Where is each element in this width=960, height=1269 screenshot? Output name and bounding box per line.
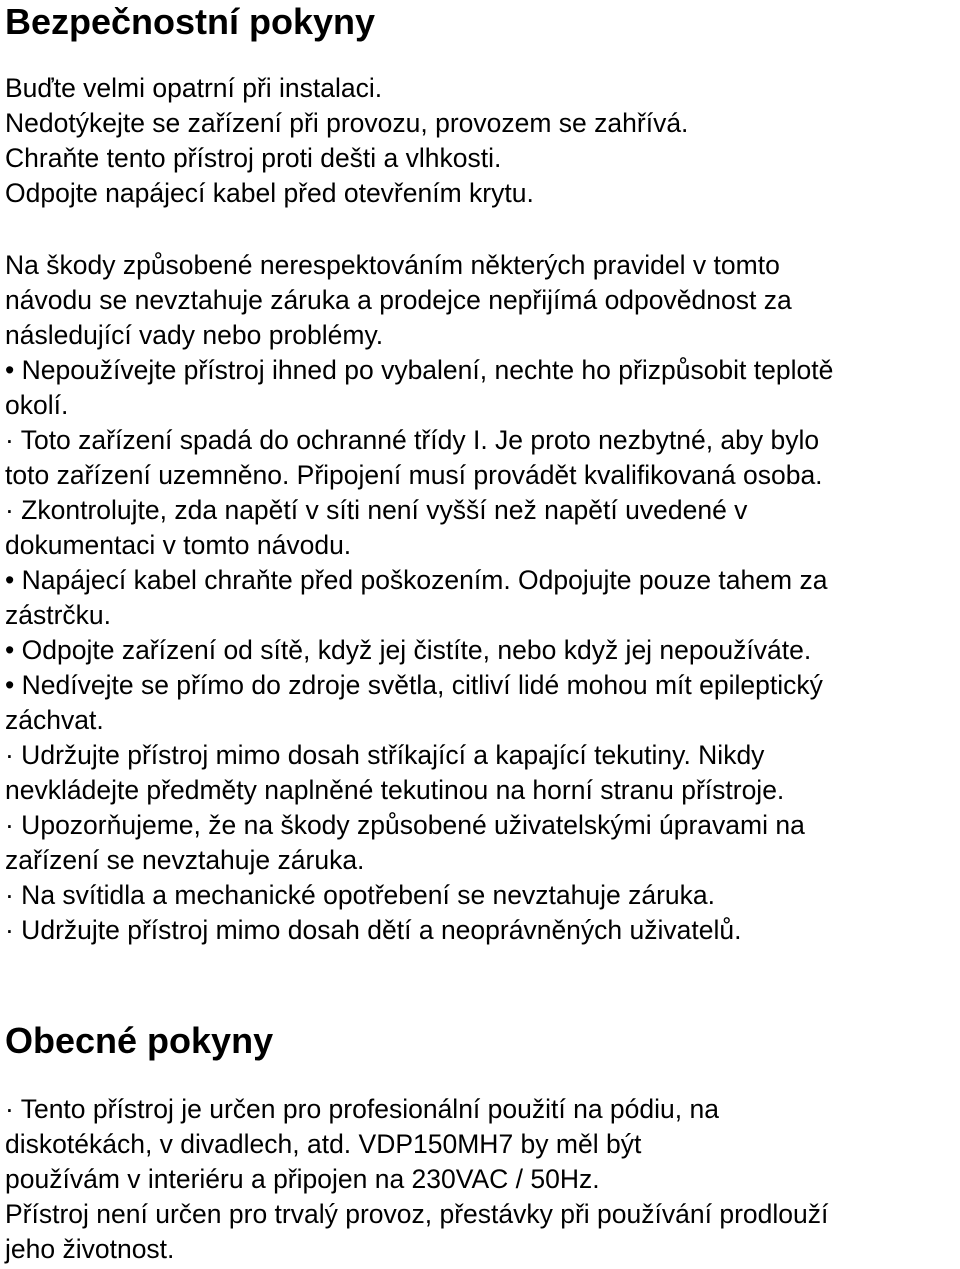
section-title-general: Obecné pokyny — [5, 1020, 274, 1061]
section-title-safety: Bezpečnostní pokyny — [5, 1, 376, 42]
general-line: používám v interiéru a připojen na 230VAC / 50Hz. — [5, 1164, 600, 1194]
warranty-line: návodu se nevztahuje záruka a prodejce nepřijímá odpovědnost za — [5, 285, 792, 315]
safety-item-line: · Udržujte přístroj mimo dosah dětí a neoprávněných uživatelů. — [5, 915, 742, 945]
safety-item-line: okolí. — [5, 390, 69, 420]
safety-item-line: dokumentaci v tomto návodu. — [5, 530, 352, 560]
safety-item-line: zástrčku. — [5, 600, 112, 630]
intro-line: Buďte velmi opatrní při instalaci. — [5, 73, 383, 103]
safety-item-line: · Toto zařízení spadá do ochranné třídy I. Je proto nezbytné, aby bylo — [5, 425, 820, 455]
general-line: Přístroj není určen pro trvalý provoz, přestávky při používání prodlouží — [5, 1199, 829, 1229]
intro-line: Odpojte napájecí kabel před otevřením krytu. — [5, 178, 534, 208]
safety-item-line: • Odpojte zařízení od sítě, když jej čistíte, nebo když jej nepoužíváte. — [5, 635, 812, 665]
safety-item-line: • Nepoužívejte přístroj ihned po vybalení, nechte ho přizpůsobit teplotě — [5, 355, 834, 385]
intro-line: Chraňte tento přístroj proti dešti a vlhkosti. — [5, 143, 502, 173]
safety-item-line: záchvat. — [5, 705, 104, 735]
safety-item-line: · Udržujte přístroj mimo dosah stříkající a kapající tekutiny. Nikdy — [5, 740, 765, 770]
safety-item-line: · Zkontrolujte, zda napětí v síti není vyšší než napětí uvedené v — [5, 495, 748, 525]
warranty-line: Na škody způsobené nerespektováním některých pravidel v tomto — [5, 250, 780, 280]
safety-item-line: nevkládejte předměty naplněné tekutinou na horní stranu přístroje. — [5, 775, 785, 805]
intro-line: Nedotýkejte se zařízení při provozu, provozem se zahřívá. — [5, 108, 689, 138]
safety-item-line: · Na svítidla a mechanické opotřebení se nevztahuje záruka. — [5, 880, 716, 910]
safety-item-line: toto zařízení uzemněno. Připojení musí provádět kvalifikovaná osoba. — [5, 460, 823, 490]
safety-item-line: • Nedívejte se přímo do zdroje světla, citliví lidé mohou mít epileptický — [5, 670, 823, 700]
general-line: · Tento přístroj je určen pro profesionální použití na pódiu, na — [5, 1094, 719, 1124]
safety-item-line: zařízení se nevztahuje záruka. — [5, 845, 365, 875]
safety-item-line: · Upozorňujeme, že na škody způsobené uživatelskými úpravami na — [5, 810, 805, 840]
warranty-line: následující vady nebo problémy. — [5, 320, 384, 350]
general-line: diskotékách, v divadlech, atd. VDP150MH7 by měl být — [5, 1129, 642, 1159]
safety-item-line: • Napájecí kabel chraňte před poškozením. Odpojujte pouze tahem za — [5, 565, 828, 595]
general-line: jeho životnost. — [5, 1234, 175, 1264]
